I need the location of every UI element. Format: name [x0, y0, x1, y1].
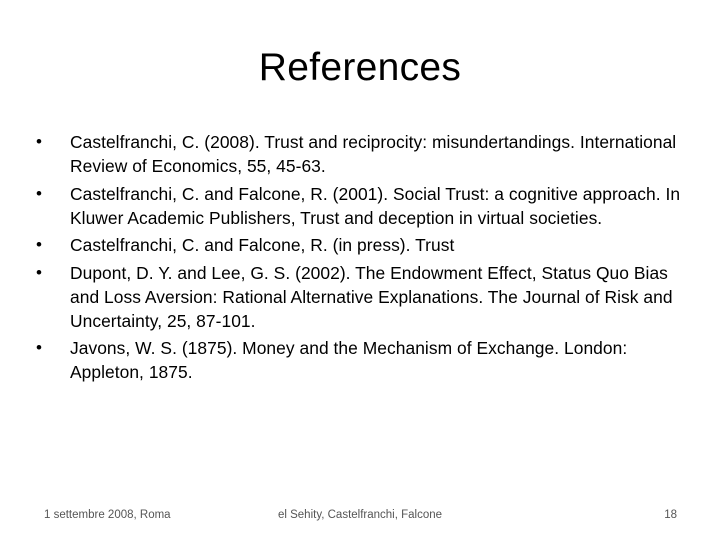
footer-authors: el Sehity, Castelfranchi, Falcone [277, 509, 443, 521]
reference-text: Dupont, D. Y. and Lee, G. S. (2002). The Endowment Effect, Status Quo Bias and Loss Aversion: Rational Alternative Explanations. The Journal of Risk and Uncertainty, 25, 87-101. [70, 262, 673, 331]
bullet-icon: • [36, 262, 43, 282]
reference-text: Castelfranchi, C. and Falcone, R. (2001). Social Trust: a cognitive approach. In Kluwer Academic Publishers, Trust and deception in virtual societies. [70, 183, 681, 228]
footer-date: 1 settembre 2008, Roma [44, 509, 171, 521]
reference-item [36, 336, 686, 384]
slide-title: References [258, 46, 462, 89]
reference-item [36, 233, 686, 257]
reference-list [36, 130, 686, 388]
reference-item [36, 261, 686, 333]
reference-text: Castelfranchi, C. and Falcone, R. (in press). Trust [70, 235, 455, 255]
bullet-icon: • [36, 132, 43, 151]
reference-text: Javons, W. S. (1875). Money and the Mechanism of Exchange. London: Appleton, 1875. [70, 338, 628, 382]
reference-text: Castelfranchi, C. (2008). Trust and reciprocity: misundertandings. International Review of Economics, 55, 45-63. [70, 132, 677, 176]
bullet-icon: • [36, 183, 43, 203]
reference-item [36, 130, 686, 178]
bullet-icon: • [36, 235, 43, 254]
page-number: 18 [664, 509, 677, 521]
bullet-icon: • [36, 338, 43, 357]
reference-item [36, 182, 686, 230]
